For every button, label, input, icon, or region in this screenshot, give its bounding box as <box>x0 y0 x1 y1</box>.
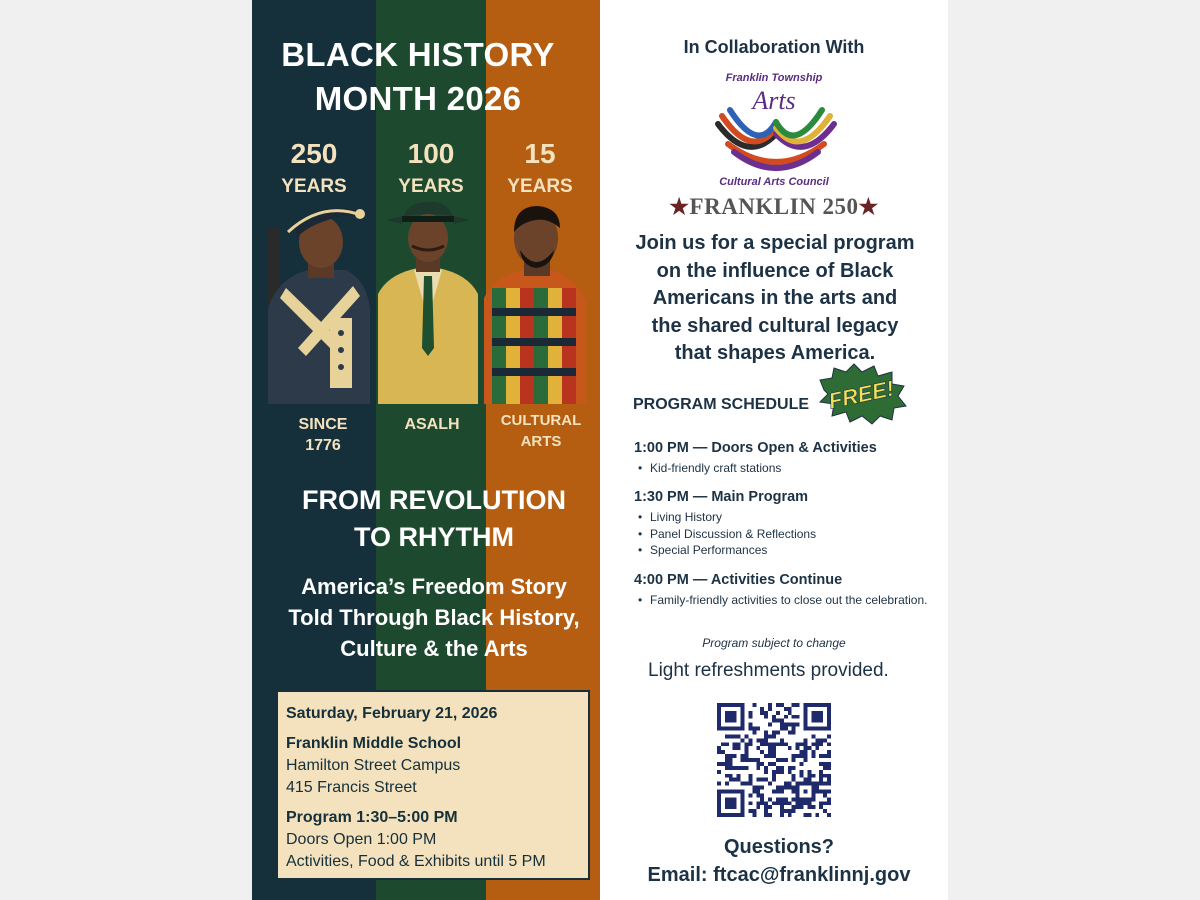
schedule-heading: 1:30 PM — Main Program <box>634 489 809 505</box>
event-address: 415 Francis Street <box>286 779 417 796</box>
intro-line: Join us for a special program <box>635 232 915 254</box>
event-venue: Franklin Middle School <box>286 735 462 752</box>
caption-since-1776 <box>264 414 382 456</box>
org-name-bottom: Cultural Arts Council <box>719 176 829 188</box>
event-activities-time: Activities, Food & Exhibits until 5 PM <box>286 853 546 870</box>
intro-line: the shared cultural legacy <box>651 314 899 337</box>
schedule-items <box>634 509 934 559</box>
anniversary-250 <box>262 140 366 196</box>
anniversary-100 <box>378 140 484 196</box>
free-badge <box>816 362 908 426</box>
collaboration-heading: In Collaboration With <box>683 37 865 57</box>
caption-line: SINCE <box>298 416 348 433</box>
tagline-line: Culture & the Arts <box>340 636 528 661</box>
schedule-heading: 4:00 PM — Activities Continue <box>634 572 843 588</box>
event-program-time: Program 1:30–5:00 PM <box>286 809 458 826</box>
schedule-heading: 1:00 PM — Doors Open & Activities <box>634 440 877 456</box>
flyer-left-panel <box>252 0 600 900</box>
schedule-item: • Kid-friendly craft stations <box>634 460 934 477</box>
refreshments-note: Light refreshments provided. <box>648 660 889 681</box>
qr-code[interactable] <box>717 703 831 817</box>
tagline-line: Told Through Black History, <box>288 605 580 630</box>
event-slogan <box>260 482 600 556</box>
star-icon: ★ <box>858 194 879 219</box>
event-campus: Hamilton Street Campus <box>286 757 461 774</box>
flyer-title-line-1: BLACK HISTORY <box>281 36 555 73</box>
org-name-top: Franklin Township <box>725 72 823 84</box>
franklin-250-text: FRANKLIN 250 <box>689 194 859 219</box>
anniversary-15 <box>488 140 592 196</box>
caption-asalh <box>382 414 482 435</box>
schedule-item: • Family-friendly activities to close out the celebration. <box>634 592 934 609</box>
caption-line: 1776 <box>305 437 341 454</box>
slogan-line: FROM REVOLUTION <box>302 485 566 515</box>
caption-line: ASALH <box>404 416 460 433</box>
caption-line: ARTS <box>520 433 562 450</box>
schedule-block-main <box>634 487 934 559</box>
slogan-line: TO RHYTHM <box>354 522 514 552</box>
schedule-items <box>634 592 934 609</box>
schedule-items <box>634 460 934 477</box>
intro-line: that shapes America. <box>674 342 876 364</box>
anniversary-unit: YEARS <box>281 176 347 197</box>
historical-figures-illustration <box>268 198 596 404</box>
event-flyer <box>252 0 948 900</box>
contact-email-link[interactable]: Email: ftcac@franklinnj.gov <box>647 864 911 886</box>
schedule-title: PROGRAM SCHEDULE <box>633 396 810 413</box>
event-details-box <box>276 690 590 880</box>
event-doors-time: Doors Open 1:00 PM <box>286 831 437 848</box>
schedule-item: • Panel Discussion & Reflections <box>634 526 934 543</box>
schedule-item: • Special Performances <box>634 542 934 559</box>
flyer-right-panel <box>600 0 948 900</box>
anniversary-number: 15 <box>524 138 556 169</box>
arts-wordmark: Arts <box>752 86 796 115</box>
schedule-item: • Living History <box>634 509 934 526</box>
anniversary-number: 250 <box>290 138 338 169</box>
schedule-block-doors <box>634 438 934 477</box>
revolutionary-soldier-figure <box>268 208 370 404</box>
tagline-line: America’s Freedom Story <box>301 574 567 599</box>
free-badge-text: FREE! <box>826 375 897 414</box>
schedule-block-activities <box>634 570 934 609</box>
franklin-250-banner <box>600 194 948 220</box>
star-icon: ★ <box>669 194 690 219</box>
questions-heading: Questions? <box>723 836 834 858</box>
anniversary-unit: YEARS <box>507 176 573 197</box>
program-intro <box>620 230 930 368</box>
caption-cultural-arts <box>490 410 592 452</box>
anniversary-unit: YEARS <box>398 176 464 197</box>
artist-in-kente-figure <box>484 206 586 404</box>
caption-line: CULTURAL <box>500 412 582 429</box>
schedule-note: Program subject to change <box>702 636 846 650</box>
intro-line: on the influence of Black <box>656 259 894 282</box>
event-tagline <box>260 571 600 664</box>
anniversary-number: 100 <box>407 138 455 169</box>
flyer-title-line-2: MONTH 2026 <box>314 80 522 117</box>
event-date: Saturday, February 21, 2026 <box>286 705 498 722</box>
intro-line: Americans in the arts and <box>652 287 898 309</box>
scholar-in-suit-figure <box>378 202 478 404</box>
